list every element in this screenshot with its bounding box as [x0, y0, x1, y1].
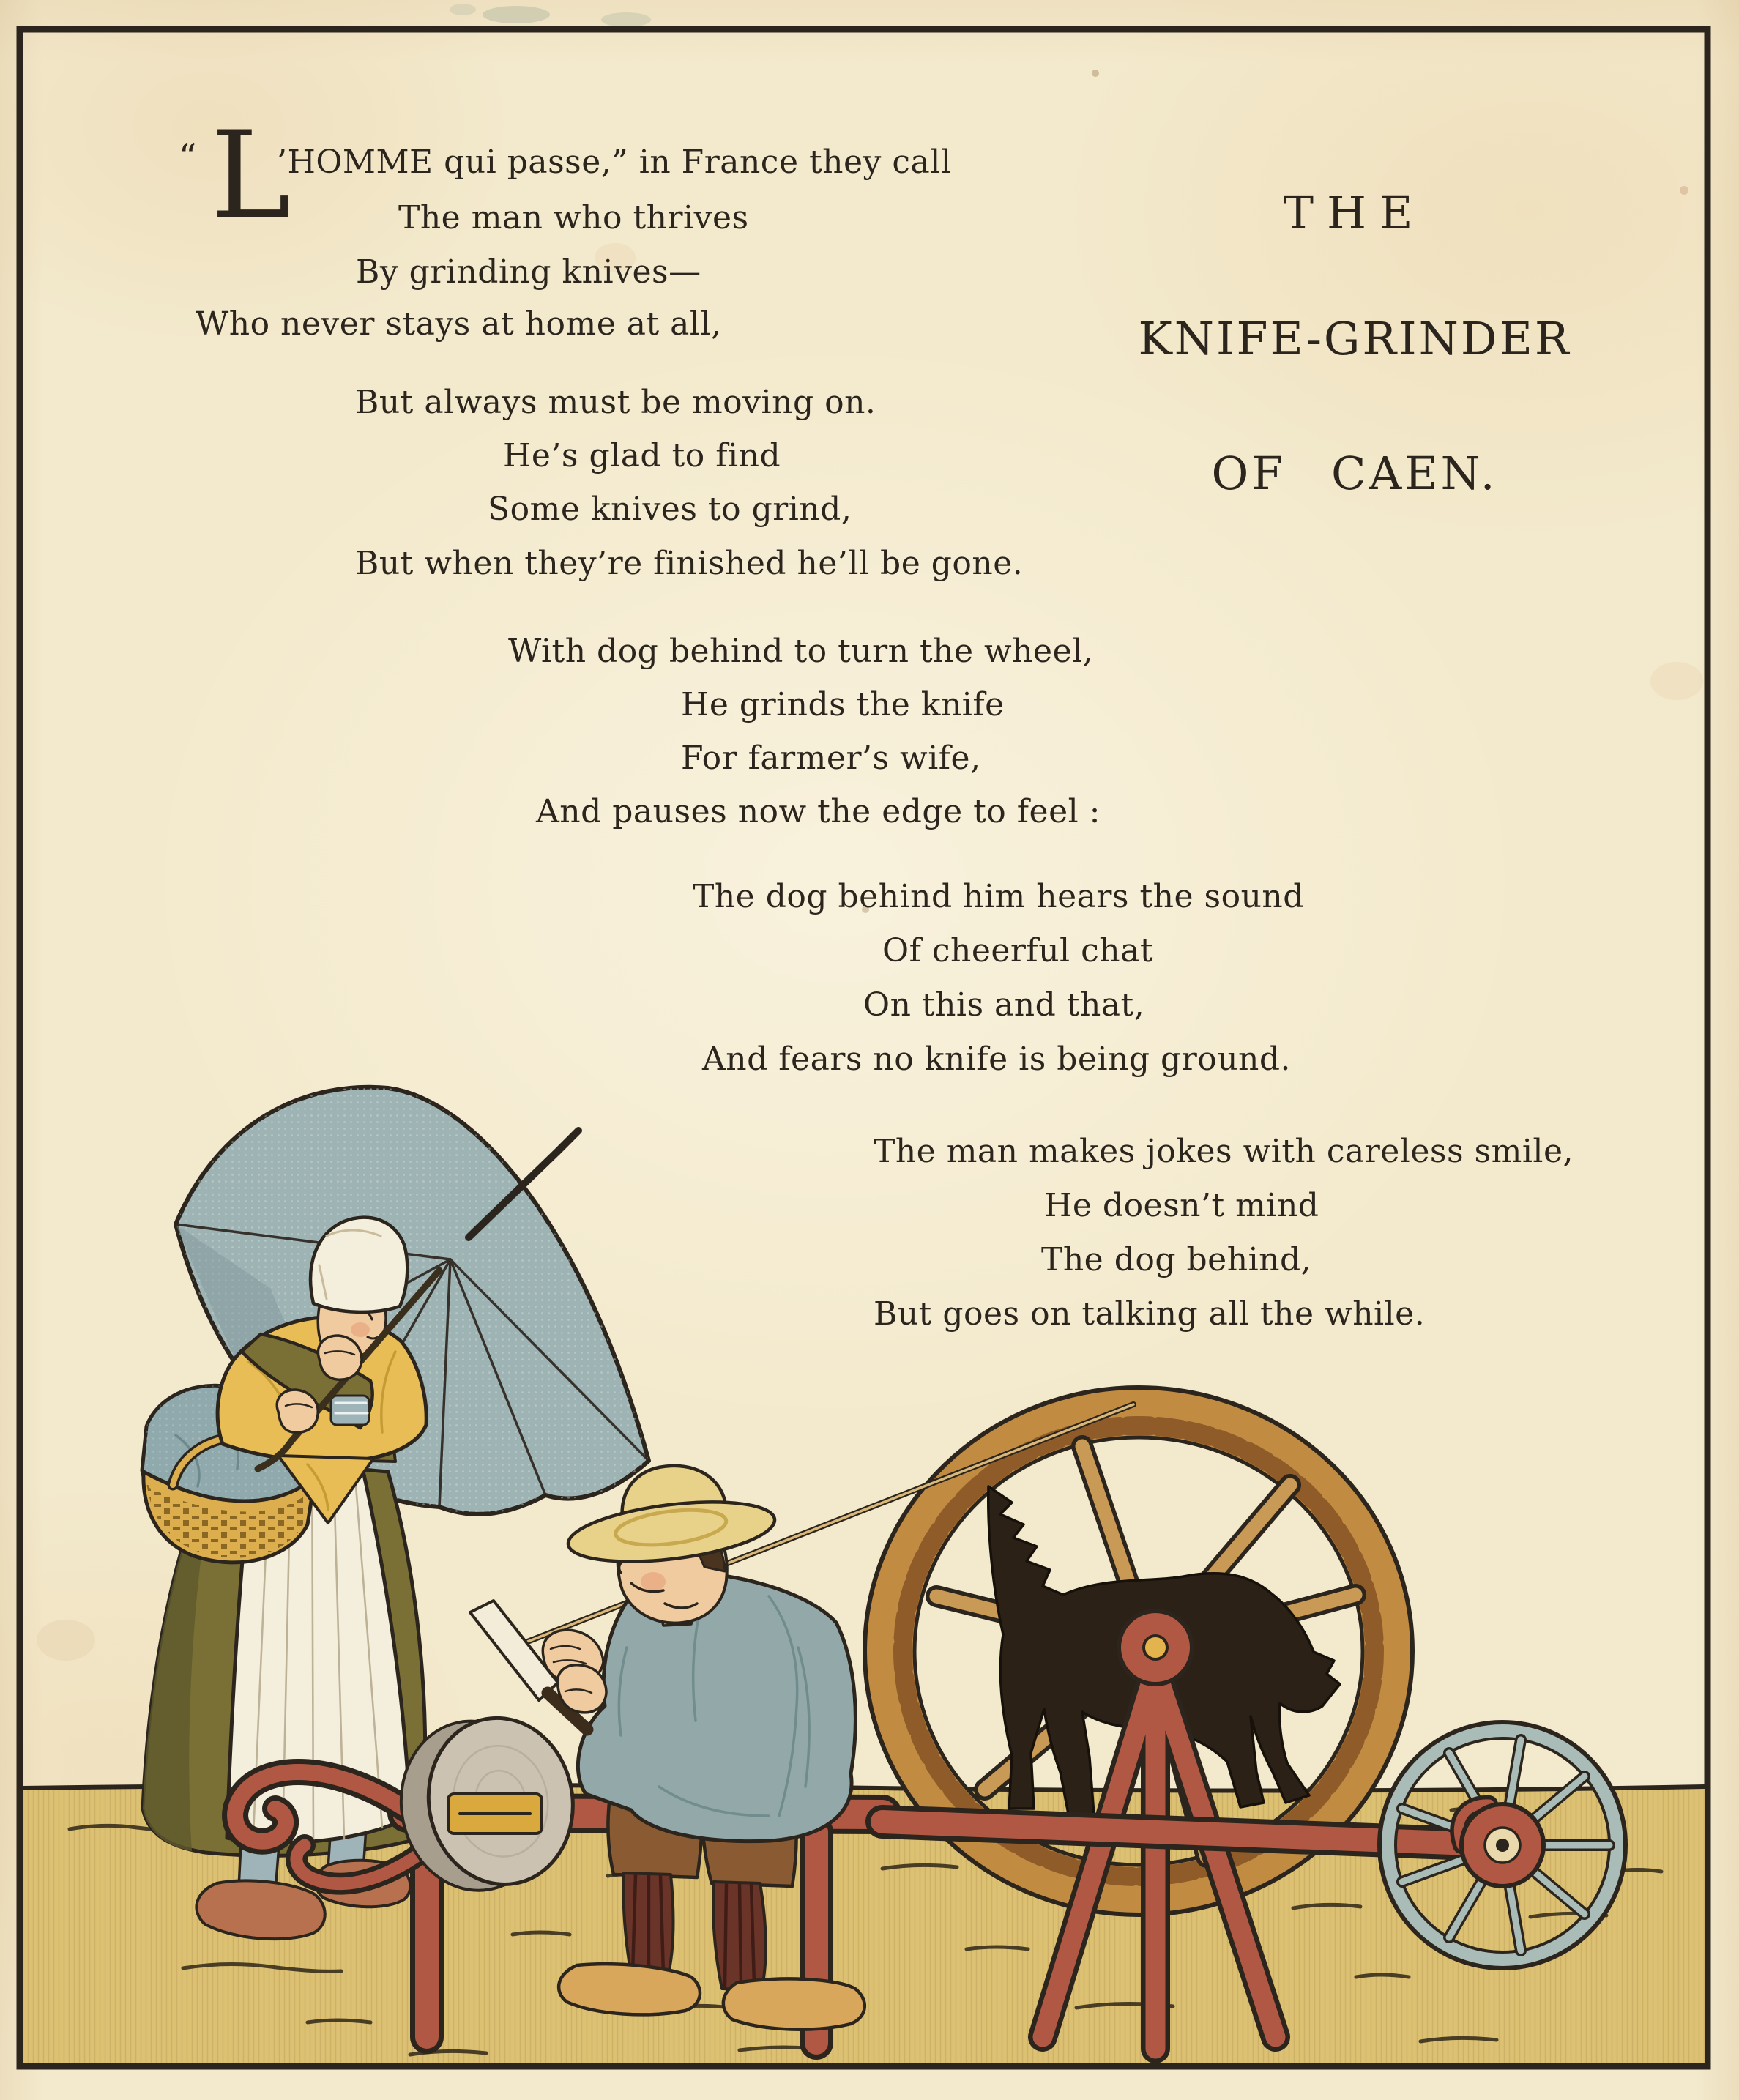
open-quote: “	[179, 136, 197, 177]
poem-line: Who never stays at home at all,	[196, 305, 722, 343]
title-line-the: THE	[1283, 186, 1426, 239]
poem-line: Of cheerful chat	[882, 932, 1154, 969]
poem-line: For farmer’s wife,	[681, 740, 981, 777]
poem-line: ’HOMME qui passe,” in France they call	[277, 144, 952, 181]
poem-line: He’s glad to find	[503, 437, 781, 474]
poem-line: By grinding knives—	[356, 253, 701, 291]
poem-line: The dog behind him hears the sound	[693, 878, 1304, 915]
title-line-knife-grinder: KNIFE-GRINDER	[1138, 312, 1571, 365]
poem-line: With dog behind to turn the wheel,	[508, 633, 1094, 670]
poem-line: And fears no knife is being ground.	[702, 1040, 1292, 1078]
poem-line: He grinds the knife	[681, 686, 1005, 723]
title-line-of-caen: OF CAEN.	[1211, 447, 1498, 500]
poem-line: But when they’re finished he’ll be gone.	[355, 545, 1024, 582]
poem-line: And pauses now the edge to feel :	[536, 793, 1101, 830]
poem-line: But always must be moving on.	[355, 384, 876, 421]
drop-cap: L	[211, 105, 291, 245]
poem-line: The man who thrives	[398, 199, 749, 237]
poem-line: On this and that,	[863, 986, 1145, 1024]
poem-line: But goes on talking all the while.	[874, 1295, 1426, 1333]
poem-line: He doesn’t mind	[1044, 1187, 1319, 1224]
poem-line: The man makes jokes with careless smile,	[874, 1133, 1574, 1170]
poem-line: The dog behind,	[1041, 1241, 1312, 1278]
poem-line: Some knives to grind,	[488, 491, 852, 528]
